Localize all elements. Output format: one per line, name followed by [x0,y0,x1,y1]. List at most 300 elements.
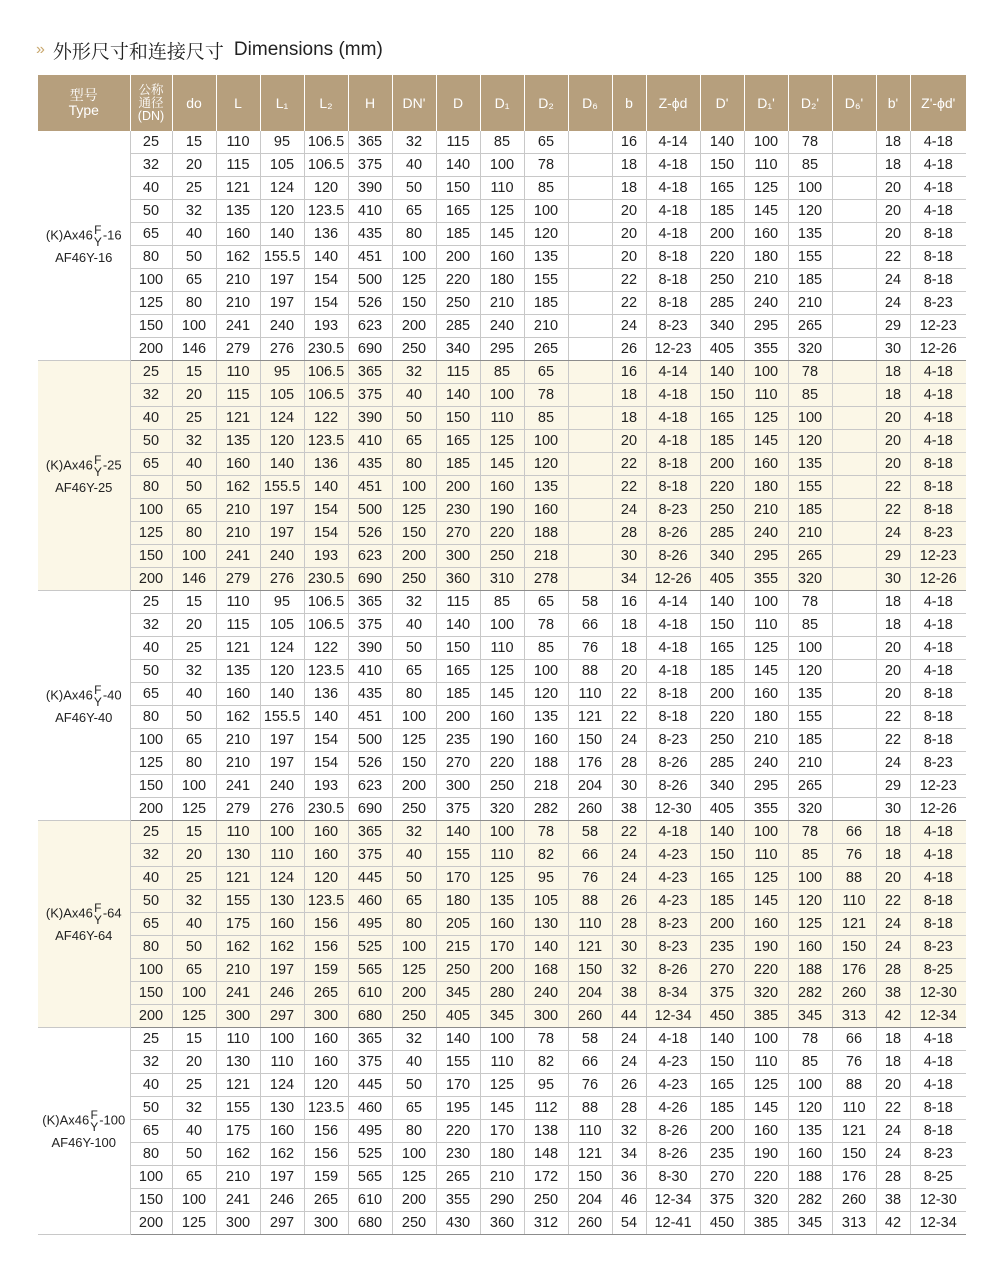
table-cell: 18 [612,384,646,407]
table-cell: 155 [436,1051,480,1074]
table-cell: 297 [260,1212,304,1235]
table-cell: 265 [304,1189,348,1212]
table-cell: 22 [876,890,910,913]
table-cell: 25 [172,867,216,890]
table-cell [832,729,876,752]
table-cell: 200 [392,775,436,798]
table-cell [832,775,876,798]
table-cell: 690 [348,798,392,821]
table-cell: 220 [436,1120,480,1143]
table-cell: 44 [612,1005,646,1028]
table-cell: 20 [612,246,646,269]
table-cell: 22 [876,499,910,522]
table-cell: 100 [480,384,524,407]
table-cell: 4-23 [646,890,700,913]
table-cell: 148 [524,1143,568,1166]
table-cell: 170 [436,1074,480,1097]
table-cell: 85 [524,177,568,200]
table-cell: 210 [524,315,568,338]
table-cell: 110 [480,1051,524,1074]
table-cell: 30 [876,568,910,591]
table-cell: 36 [612,1166,646,1189]
table-cell: 100 [392,936,436,959]
table-cell: 8-26 [646,959,700,982]
table-cell: 285 [436,315,480,338]
table-cell: 230 [436,1143,480,1166]
table-cell: 276 [260,338,304,361]
table-cell: 80 [392,683,436,706]
table-cell: 345 [480,1005,524,1028]
table-cell: 8-18 [646,683,700,706]
table-row [38,683,966,706]
table-cell [568,223,612,246]
table-cell: 24 [876,522,910,545]
table-cell: 110 [260,1051,304,1074]
table-cell: 95 [260,131,304,154]
table-cell: 82 [524,1051,568,1074]
table-cell: 150 [130,982,172,1005]
table-cell: 150 [700,1051,744,1074]
table-cell: 12-30 [910,982,966,1005]
table-cell: 160 [216,683,260,706]
table-cell: 205 [436,913,480,936]
table-cell: 156 [304,1120,348,1143]
table-cell: 65 [172,1166,216,1189]
table-cell: 18 [876,131,910,154]
table-cell: 125 [744,867,788,890]
table-cell: 25 [130,131,172,154]
table-cell: 162 [260,936,304,959]
table-cell: 121 [568,1143,612,1166]
table-cell: 185 [700,430,744,453]
table-cell: 150 [568,1166,612,1189]
table-cell: 4-18 [910,177,966,200]
table-row [38,269,966,292]
table-cell: 100 [524,430,568,453]
table-cell: 66 [568,614,612,637]
table-cell: 320 [788,338,832,361]
table-cell: 50 [130,200,172,223]
table-cell: 110 [216,821,260,844]
table-cell: 12-26 [646,568,700,591]
table-cell: 220 [480,752,524,775]
table-cell: 58 [568,821,612,844]
table-cell: 460 [348,1097,392,1120]
table-cell: 24 [612,315,646,338]
table-cell: 4-18 [910,361,966,384]
table-cell: 145 [744,1097,788,1120]
table-cell: 188 [524,752,568,775]
table-cell: 360 [480,1212,524,1235]
table-cell: 80 [130,1143,172,1166]
table-cell: 125 [172,1212,216,1235]
table-cell: 78 [788,361,832,384]
table-cell: 220 [744,959,788,982]
column-header: D₆' [832,75,876,131]
table-cell: 120 [788,890,832,913]
table-cell: 145 [480,683,524,706]
table-cell: 260 [568,1212,612,1235]
table-cell: 105 [260,384,304,407]
table-row [38,890,966,913]
table-cell: 18 [612,154,646,177]
table-cell: 15 [172,821,216,844]
table-cell: 300 [304,1005,348,1028]
table-cell: 4-18 [910,821,966,844]
table-cell: 270 [700,959,744,982]
table-cell: 8-18 [910,729,966,752]
table-cell: 28 [612,913,646,936]
table-cell: 623 [348,545,392,568]
table-cell: 200 [130,1212,172,1235]
table-cell: 18 [876,154,910,177]
table-cell: 210 [216,729,260,752]
table-cell: 525 [348,936,392,959]
column-header: D₁ [480,75,524,131]
table-cell: 680 [348,1212,392,1235]
table-cell: 24 [876,936,910,959]
table-cell: 150 [700,614,744,637]
table-cell: 100 [392,1143,436,1166]
table-cell: 95 [260,361,304,384]
table-cell: 150 [568,729,612,752]
table-cell: 210 [216,522,260,545]
table-cell: 240 [524,982,568,1005]
table-cell: 4-23 [646,867,700,890]
table-cell: 121 [216,177,260,200]
table-cell: 80 [130,706,172,729]
table-cell: 430 [436,1212,480,1235]
table-cell: 175 [216,913,260,936]
table-cell: 150 [832,1143,876,1166]
table-cell: 265 [788,545,832,568]
table-cell [568,269,612,292]
table-cell: 22 [876,729,910,752]
table-row [38,936,966,959]
table-cell: 12-23 [910,545,966,568]
table-cell: 154 [304,752,348,775]
table-cell [832,177,876,200]
table-cell: 125 [480,660,524,683]
table-cell [832,522,876,545]
table-cell: 95 [524,1074,568,1097]
table-cell: 210 [744,729,788,752]
table-cell: 160 [216,453,260,476]
table-cell: 320 [744,982,788,1005]
table-cell: 32 [172,1097,216,1120]
table-cell: 124 [260,177,304,200]
column-header: 型号 Type [38,75,130,131]
table-row [38,338,966,361]
table-cell: 78 [524,821,568,844]
table-cell: 240 [744,292,788,315]
table-cell: 30 [612,775,646,798]
table-cell: 185 [788,499,832,522]
table-cell: 30 [876,338,910,361]
table-cell: 12-26 [910,338,966,361]
table-cell: 150 [392,522,436,545]
table-cell: 110 [216,361,260,384]
table-cell: 188 [524,522,568,545]
table-cell: 40 [172,913,216,936]
table-cell: 78 [524,614,568,637]
table-cell: 197 [260,499,304,522]
table-cell: 78 [788,821,832,844]
table-cell: 200 [392,1189,436,1212]
table-cell: 15 [172,131,216,154]
table-cell: 80 [130,476,172,499]
table-cell: 155 [216,890,260,913]
table-cell: 140 [304,706,348,729]
table-cell: 155.5 [260,246,304,269]
table-cell: 200 [130,338,172,361]
table-cell: 365 [348,1028,392,1051]
table-cell: 100 [788,177,832,200]
table-cell: 120 [524,453,568,476]
table-cell: 15 [172,591,216,614]
table-cell: 22 [876,476,910,499]
table-cell: 312 [524,1212,568,1235]
table-cell: 106.5 [304,361,348,384]
table-cell: 4-18 [910,1074,966,1097]
table-cell: 4-18 [910,154,966,177]
table-cell: 105 [260,614,304,637]
table-cell: 240 [260,545,304,568]
table-cell: 197 [260,292,304,315]
table-cell: 525 [348,1143,392,1166]
table-cell: 240 [260,315,304,338]
table-cell: 85 [480,591,524,614]
table-cell: 435 [348,223,392,246]
table-cell: 8-23 [910,292,966,315]
table-cell: 375 [348,1051,392,1074]
model-group [38,1028,966,1235]
table-cell [832,637,876,660]
table-cell: 8-18 [910,890,966,913]
table-cell: 32 [392,361,436,384]
table-cell: 29 [876,545,910,568]
table-cell: 210 [216,499,260,522]
table-cell: 24 [876,292,910,315]
table-cell [568,361,612,384]
table-cell: 265 [788,315,832,338]
column-header: b [612,75,646,131]
table-cell: 20 [172,614,216,637]
table-cell: 4-18 [646,614,700,637]
table-cell: 20 [612,660,646,683]
table-row [38,1097,966,1120]
table-cell: 345 [788,1005,832,1028]
table-cell: 95 [260,591,304,614]
table-cell: 375 [348,154,392,177]
table-cell: 78 [788,131,832,154]
table-cell: 110 [568,913,612,936]
model-group [38,361,966,591]
table-cell: 240 [260,775,304,798]
table-cell: 218 [524,545,568,568]
table-cell: 121 [216,407,260,430]
table-cell: 162 [216,706,260,729]
table-cell: 156 [304,1143,348,1166]
table-cell: 32 [612,1120,646,1143]
table-cell: 8-18 [910,246,966,269]
table-cell: 526 [348,752,392,775]
table-cell: 115 [436,361,480,384]
table-cell: 340 [700,775,744,798]
table-cell: 410 [348,660,392,683]
table-row [38,315,966,338]
table-cell: 24 [876,1120,910,1143]
table-cell: 50 [172,706,216,729]
table-cell: 46 [612,1189,646,1212]
model-type-cell [38,1028,130,1235]
table-cell: 100 [480,614,524,637]
table-cell: 8-18 [646,292,700,315]
table-cell: 230 [436,499,480,522]
table-cell: 320 [788,568,832,591]
table-row [38,660,966,683]
table-cell [832,223,876,246]
table-cell: 100 [392,246,436,269]
table-cell: 100 [788,867,832,890]
table-cell: 140 [260,453,304,476]
table-cell: 155.5 [260,476,304,499]
table-cell: 210 [480,292,524,315]
table-cell: 4-18 [646,1028,700,1051]
table-cell: 110 [744,844,788,867]
table-cell: 12-34 [910,1005,966,1028]
table-cell: 120 [260,200,304,223]
table-cell: 135 [788,683,832,706]
table-cell: 110 [832,890,876,913]
table-cell: 24 [612,844,646,867]
table-cell: 218 [524,775,568,798]
table-cell: 18 [876,591,910,614]
table-cell: 170 [480,936,524,959]
table-cell: 65 [172,499,216,522]
table-row [38,545,966,568]
table-cell: 156 [304,913,348,936]
table-cell: 80 [172,522,216,545]
table-cell: 220 [480,522,524,545]
table-cell: 110 [744,614,788,637]
table-cell: 120 [260,660,304,683]
table-cell: 25 [130,361,172,384]
table-cell: 124 [260,637,304,660]
table-cell [568,545,612,568]
table-cell [832,752,876,775]
table-cell: 280 [480,982,524,1005]
table-cell: 270 [436,522,480,545]
table-row [38,1212,966,1235]
table-cell [832,798,876,821]
table-cell: 28 [612,1097,646,1120]
table-cell: 121 [216,1074,260,1097]
table-cell: 200 [436,706,480,729]
table-cell: 145 [744,890,788,913]
table-cell: 210 [216,959,260,982]
table-cell: 30 [876,798,910,821]
table-cell: 190 [744,936,788,959]
table-cell: 145 [744,430,788,453]
table-cell: 460 [348,890,392,913]
table-cell: 8-18 [910,1097,966,1120]
table-cell: 8-26 [646,1120,700,1143]
table-cell [832,453,876,476]
table-cell: 100 [130,269,172,292]
table-cell: 165 [700,407,744,430]
table-cell: 65 [172,269,216,292]
table-cell: 78 [524,384,568,407]
table-cell: 80 [172,752,216,775]
table-cell: 375 [348,384,392,407]
table-cell: 15 [172,1028,216,1051]
table-cell: 150 [392,292,436,315]
model-name: (K)Ax46 F Y -25 [45,452,122,479]
table-cell: 360 [436,568,480,591]
table-cell: 28 [876,1166,910,1189]
table-cell: 355 [436,1189,480,1212]
table-cell: 210 [480,1166,524,1189]
table-cell: 210 [744,269,788,292]
table-cell: 110 [568,683,612,706]
table-cell: 160 [304,844,348,867]
table-cell: 190 [744,1143,788,1166]
table-cell: 50 [172,246,216,269]
table-cell: 125 [392,959,436,982]
column-header: L₁ [260,75,304,131]
table-cell: 160 [524,729,568,752]
table-cell: 100 [744,591,788,614]
table-cell: 65 [172,959,216,982]
table-cell: 110 [480,844,524,867]
model-name: (K)Ax46 F Y -40 [45,682,122,709]
table-cell: 385 [744,1212,788,1235]
table-cell: 450 [700,1005,744,1028]
table-cell: 140 [436,1028,480,1051]
table-cell: 215 [436,936,480,959]
table-cell: 130 [524,913,568,936]
table-cell: 85 [788,614,832,637]
table-cell: 120 [524,223,568,246]
table-cell: 250 [436,959,480,982]
table-row [38,1189,966,1212]
table-cell: 140 [700,1028,744,1051]
table-cell: 16 [612,361,646,384]
table-cell: 100 [524,660,568,683]
table-cell: 405 [700,568,744,591]
table-row [38,821,966,844]
table-cell: 250 [392,1212,436,1235]
table-cell: 88 [832,867,876,890]
table-cell: 105 [524,890,568,913]
table-cell: 18 [876,1028,910,1051]
table-cell: 300 [524,1005,568,1028]
table-cell: 140 [700,821,744,844]
table-cell: 12-30 [646,798,700,821]
table-cell: 24 [612,867,646,890]
table-cell: 100 [130,729,172,752]
table-cell: 146 [172,568,216,591]
table-cell: 8-23 [910,1143,966,1166]
table-cell: 4-26 [646,1097,700,1120]
table-cell: 200 [436,476,480,499]
table-cell: 20 [612,200,646,223]
table-cell: 50 [392,177,436,200]
table-cell: 390 [348,177,392,200]
table-cell: 375 [436,798,480,821]
table-cell: 24 [612,729,646,752]
